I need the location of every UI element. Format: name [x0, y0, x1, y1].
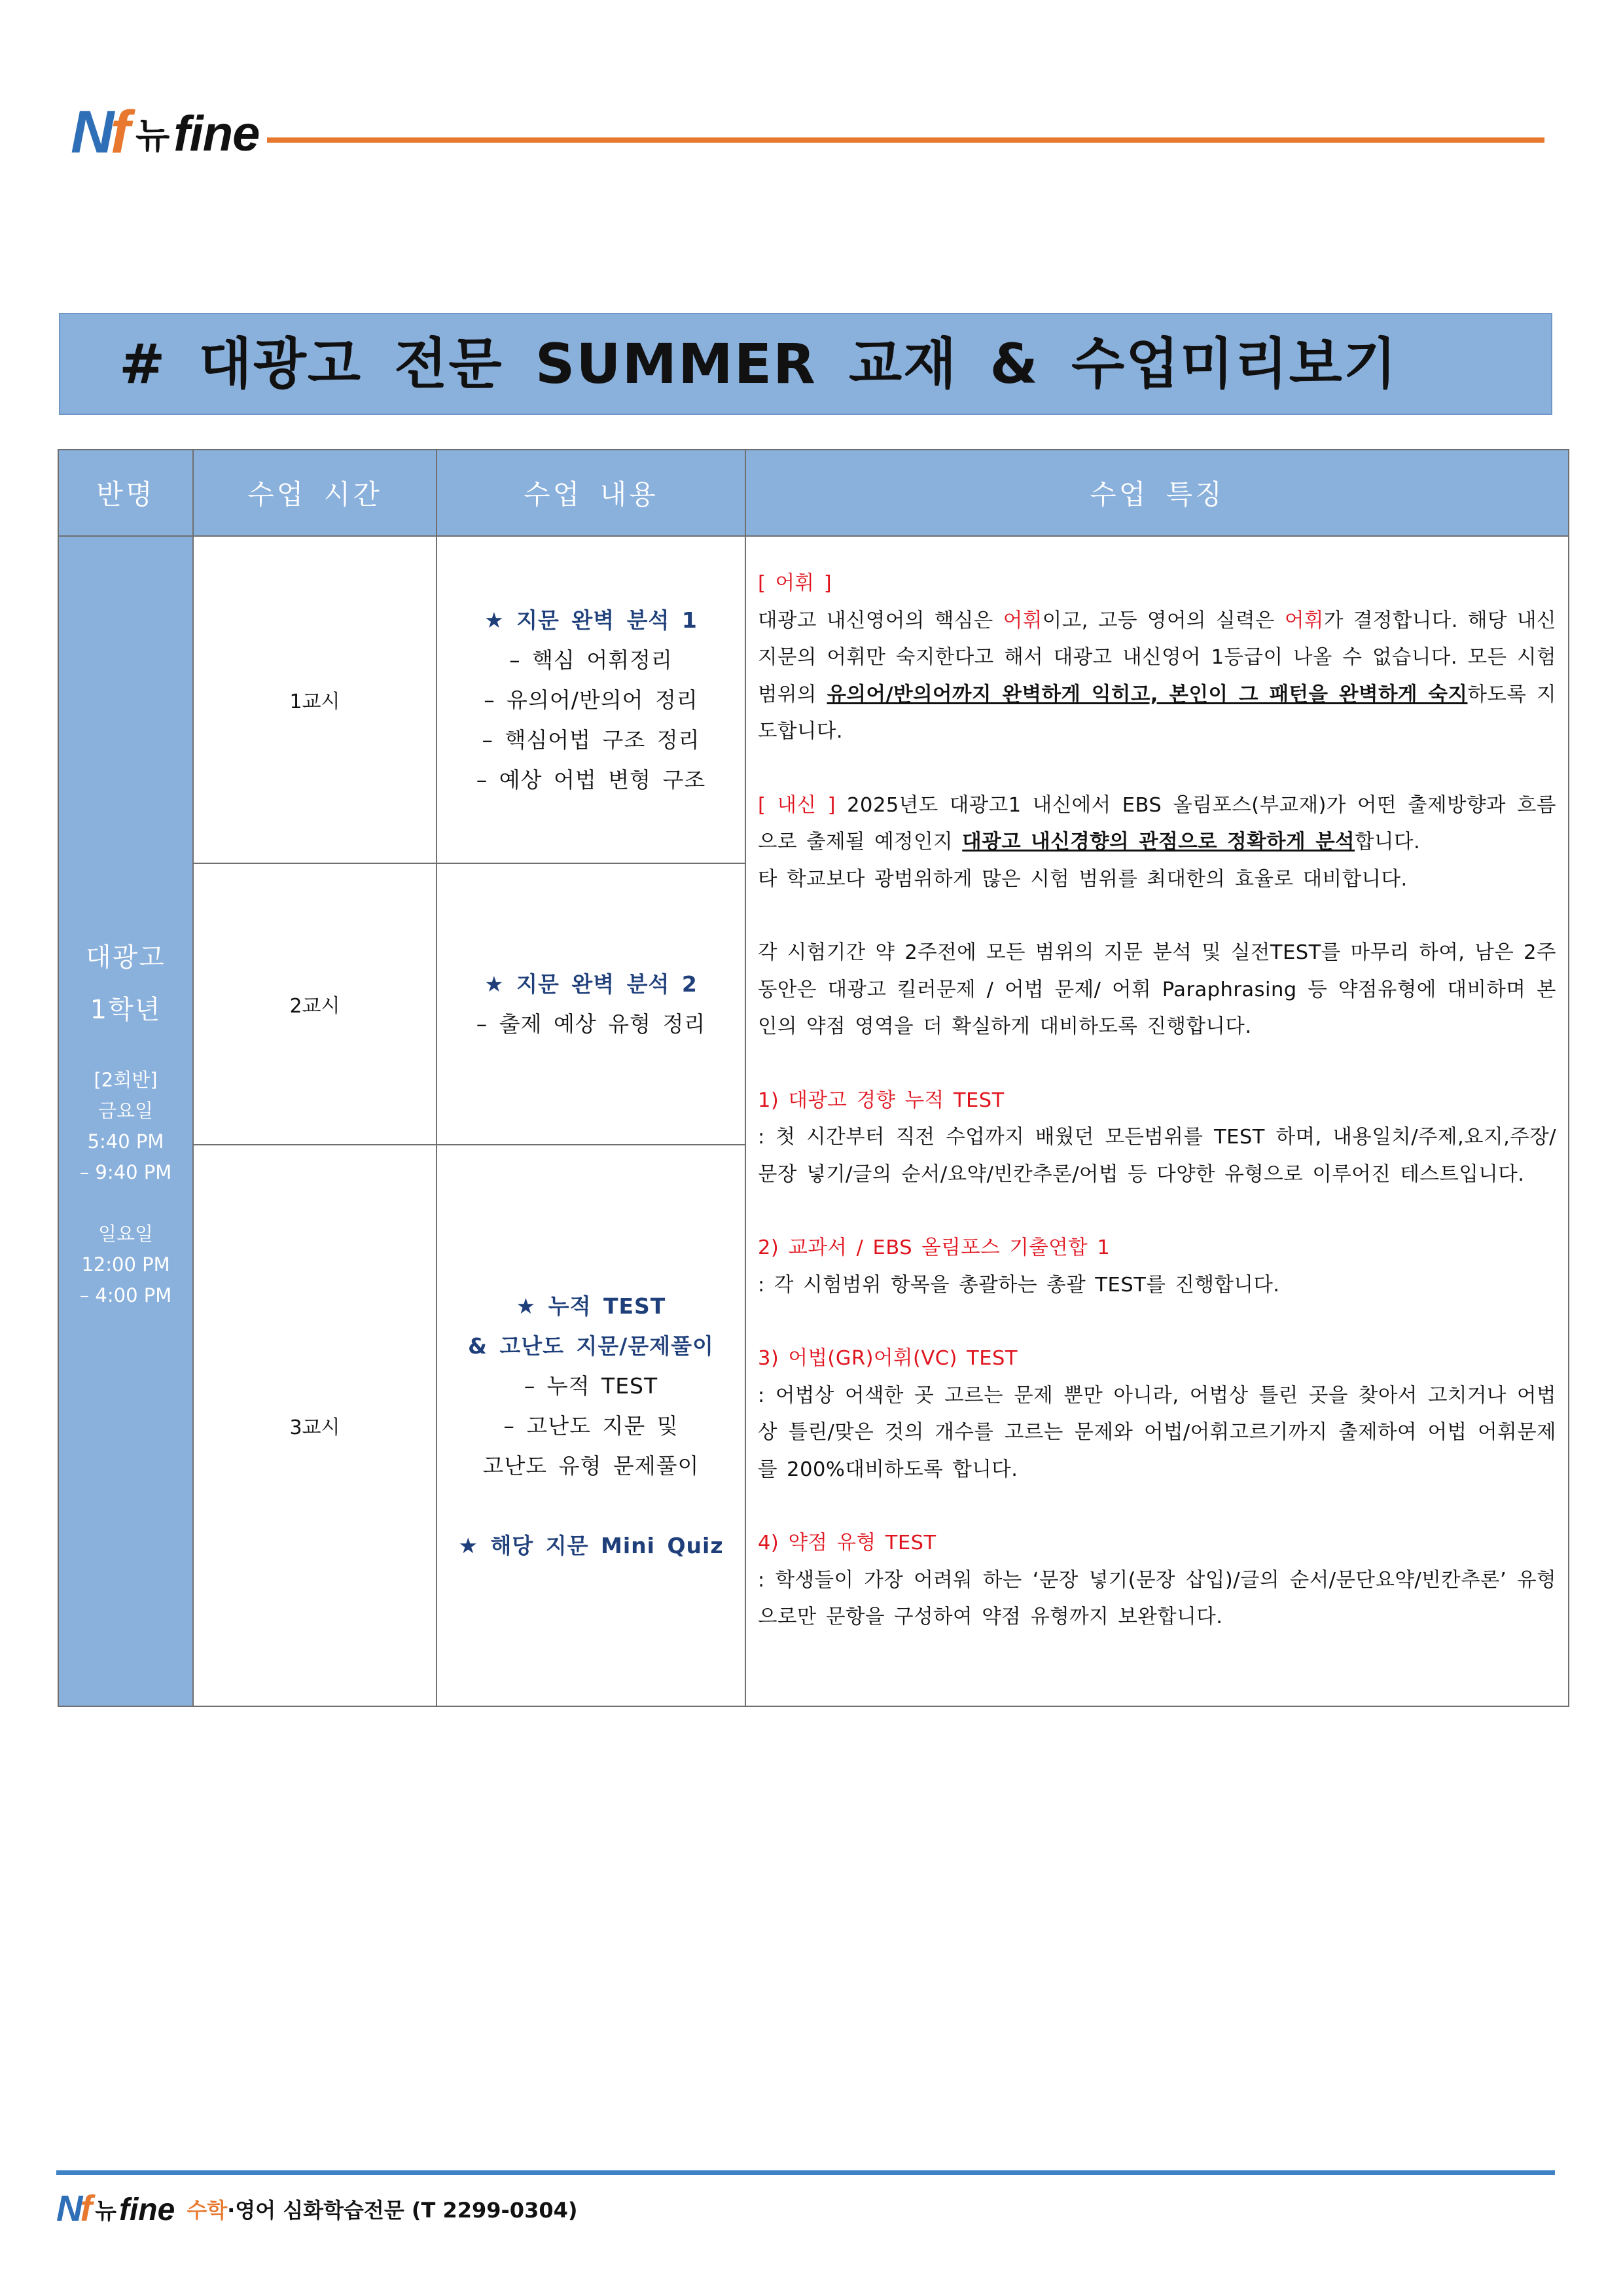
paragraph-gap [758, 898, 1556, 935]
class-name-line: 대광고 [86, 942, 166, 973]
footer-logo-korean: 뉴 [95, 2198, 116, 2225]
header-content: 수업 내용 [437, 450, 745, 536]
schedule-line: 12:00 PM [81, 1253, 170, 1276]
content-line: – 출제 예상 유형 정리 [476, 1011, 706, 1037]
content-gap [437, 1486, 745, 1526]
title-banner [59, 313, 1552, 415]
schedule-gap [59, 1188, 192, 1219]
content-line: – 고난도 지문 및 [503, 1412, 679, 1439]
header-features: 수업 특징 [745, 450, 1569, 536]
period-3: 3교시 [193, 1145, 437, 1706]
test1-title: 1) 대광고 경향 누적 TEST [758, 1088, 1005, 1112]
brand-logo [71, 99, 260, 166]
header-class: 반명 [58, 450, 193, 536]
period-1: 1교시 [193, 536, 437, 863]
logo-name: fine [173, 106, 260, 162]
content-line: ★ 해당 지문 Mini Quiz [458, 1532, 724, 1558]
content-line: – 유의어/반의어 정리 [484, 687, 698, 713]
content-line: ★ 지문 완벽 분석 1 [484, 607, 698, 633]
paragraph-gap [758, 1193, 1556, 1230]
content-line: ★ 누적 TEST [516, 1293, 666, 1319]
content-line: & 고난도 지문/문제풀이 [468, 1333, 714, 1359]
footer-logo-mark: Nf [56, 2187, 90, 2229]
period-2: 2교시 [193, 863, 437, 1145]
content-line: – 누적 TEST [524, 1372, 658, 1399]
schedule-line: 일요일 [98, 1223, 154, 1245]
logo-korean: 뉴 [135, 115, 170, 156]
footer [56, 2182, 578, 2228]
header-time: 수업 시간 [193, 450, 437, 536]
features-cell [745, 536, 1569, 1706]
exam-period-paragraph: 각 시험기간 약 2주전에 모든 범위의 지문 분석 및 실전TEST를 마무리 하여, 남은 2주 동안은 대광고 킬러문제 / 어법 문제/ 어휘 Paraphrasing 등 약점유형에 대비하며 본인의 약점 영역을 더 확실하게 대비하도록 진행합니다. [758, 941, 1556, 1038]
class-cell [58, 536, 193, 1706]
test3-body: : 어법상 어색한 곳 고르는 문제 뿐만 아니라, 어법상 틀린 곳을 찾아서 고치거나 어법상 틀린/맞은 것의 개수를 고르는 문제와 어법/어휘고르기까지 출제하여 어법 어휘문제를 200%대비하도록 합니다. [758, 1384, 1556, 1481]
class-schedule [59, 1065, 192, 1311]
footer-logo-name: fine [118, 2193, 175, 2227]
vocab-paragraph: 대광고 내신영어의 핵심은 어휘이고, 고등 영어의 실력은 어휘가 결정합니다. 해당 내신 지문의 어휘만 숙지한다고 해서 대광고 내신영어 1등급이 나올 수 없습니다. 모든 시험 범위의 유의어/반의어까지 완벽하게 익히고, 본인이 그 패턴을 완벽하게 숙지하도록 지도합니다. [758, 609, 1556, 743]
content-line: – 핵심어법 구조 정리 [482, 726, 700, 753]
schedule-line: [2회반] [94, 1069, 158, 1091]
content-line: 고난도 유형 문제풀이 [482, 1452, 700, 1479]
content-3 [437, 1145, 745, 1706]
paragraph-gap [758, 1488, 1556, 1525]
page-title: # 대광고 전문 SUMMER 교재 & 수업미리보기 [119, 332, 1398, 396]
table-header-row [58, 450, 1569, 536]
footer-contact: 수학·영어 심화학습전문 (T 2299-0304) [187, 2198, 578, 2223]
test3-title: 3) 어법(GR)어휘(VC) TEST [758, 1347, 1018, 1370]
test4-title: 4) 약점 유형 TEST [758, 1532, 936, 1554]
schedule-line: – 9:40 PM [79, 1161, 172, 1183]
vocab-tag: [ 어휘 ] [758, 572, 832, 595]
table-row [58, 536, 1569, 863]
footer-divider [56, 2170, 1555, 2175]
schedule-line: 5:40 PM [87, 1130, 164, 1153]
content-line: – 핵심 어휘정리 [509, 647, 673, 673]
content-1 [437, 536, 745, 863]
curriculum-table [58, 449, 1569, 1707]
logo-mark: Nf [71, 99, 127, 166]
naesin-line: 타 학교보다 광범위하게 많은 시험 범위를 최대한의 효율로 대비합니다. [758, 867, 1408, 891]
test4-body: : 학생들이 가장 어려워 하는 ‘문장 넣기(문장 삽입)/글의 순서/문단요약/빈칸추론’ 유형으로만 문항을 구성하여 약점 유형까지 보완합니다. [758, 1568, 1556, 1628]
class-name-line: 1학년 [90, 995, 162, 1025]
paragraph-gap [758, 751, 1556, 787]
content-2 [437, 863, 745, 1145]
test2-title: 2) 교과서 / EBS 올림포스 기출연합 1 [758, 1236, 1111, 1259]
paragraph-gap [758, 1046, 1556, 1083]
content-line: – 예상 어법 변형 구조 [476, 766, 706, 793]
paragraph-gap [758, 1304, 1556, 1340]
test1-body: : 첫 시간부터 직전 수업까지 배웠던 모든범위를 TEST 하며, 내용일치/주제,요지,주장/문장 넣기/글의 순서/요약/빈칸추론/어법 등 다양한 유형으로 이루어진 테스트입니다. [758, 1126, 1556, 1186]
schedule-line: 금요일 [98, 1100, 154, 1122]
naesin-paragraph: [ 내신 ] 2025년도 대광고1 내신에서 EBS 올림포스(부교재)가 어떤 출제방향과 흐름으로 출제될 예정인지 대광고 내신경향의 관점으로 정확하게 분석합니다. [758, 793, 1556, 853]
test2-body: : 각 시험범위 항목을 총괄하는 총괄 TEST를 진행합니다. [758, 1273, 1280, 1297]
content-line: ★ 지문 완벽 분석 2 [484, 971, 698, 997]
header-divider [267, 137, 1544, 143]
schedule-line: – 4:00 PM [79, 1284, 172, 1306]
